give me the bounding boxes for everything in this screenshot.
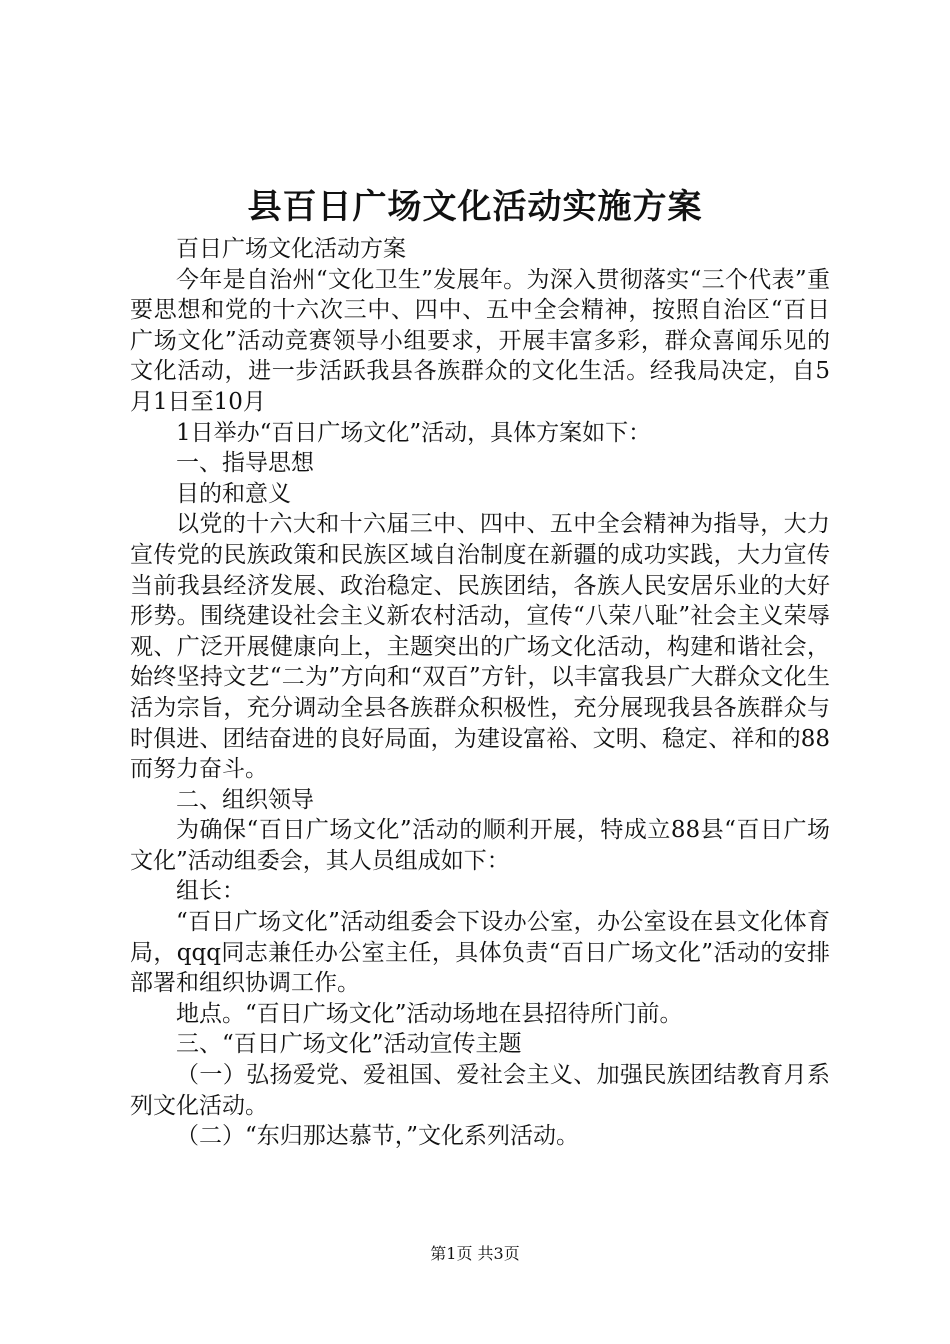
section-heading-guiding-thought: 一、指导思想 xyxy=(176,450,314,477)
subheading-purpose: 目的和意义 xyxy=(176,480,291,507)
paragraph-location: 地点。“百日广场文化”活动场地在县招待所门前。 xyxy=(176,1000,683,1027)
paragraph-group-leader: 组长： xyxy=(176,878,245,905)
paragraph-heading-plan: 百日广场文化活动方案 xyxy=(176,236,406,262)
paragraph-intro: 今年是自治州“文化卫生”发展年。为深入贯彻落实“三个代表”重要思想和党的十六次三中、四中、五中全会精神，按照自治区“百日广场文化”活动竞赛领导小组要求，开展丰富多彩，群众喜闻乐见的文化活动，进一步活跃我县各族群众的文化生活。经我局决定，自5月1日至10月 xyxy=(130,266,830,415)
paragraph-committee: 为确保“百日广场文化”活动的顺利开展，特成立88县“百日广场文化”活动组委会，其人员组成如下： xyxy=(130,817,830,874)
paragraph-theme-1: （一）弘扬爱党、爱祖国、爱社会主义、加强民族团结教育月系列文化活动。 xyxy=(130,1062,830,1119)
paragraph-theme-2: （二）“东归那达慕节，”文化系列活动。 xyxy=(176,1123,580,1150)
paragraph-guiding-content: 以党的十六大和十六届三中、四中、五中全会精神为指导，大力宣传党的民族政策和民族区域自治制度在新疆的成功实践，大力宣传当前我县经济发展、政治稳定、民族团结，各族人民安居乐业的大好形势。围绕建设社会主义新农村活动，宣传“八荣八耻”社会主义荣辱观、广泛开展健康向上，主题突出的广场文化活动，构建和谐社会，始终坚持文艺“二为”方向和“双百”方针，以丰富我县广大群众文化生活为宗旨，充分调动全县各族群众积极性，充分展现我县各族群众与时俱进、团结奋进的良好局面，为建设富裕、文明、稳定、祥和的88而努力奋斗。 xyxy=(130,511,830,783)
section-heading-organization: 二、组织领导 xyxy=(176,786,314,813)
document-body xyxy=(130,234,830,1152)
paragraph-intro-continued: 1日举办“百日广场文化”活动，具体方案如下： xyxy=(176,419,652,446)
section-heading-themes: 三、“百日广场文化”活动宣传主题 xyxy=(176,1031,522,1058)
document-title: 县百日广场文化活动实施方案 xyxy=(247,187,703,227)
paragraph-office: “百日广场文化”活动组委会下设办公室，办公室设在县文化体育局，qqq同志兼任办公室主任，具体负责“百日广场文化”活动的安排部署和组织协调工作。 xyxy=(130,909,830,997)
page-footer: 第1页 共3页 xyxy=(430,1244,520,1263)
